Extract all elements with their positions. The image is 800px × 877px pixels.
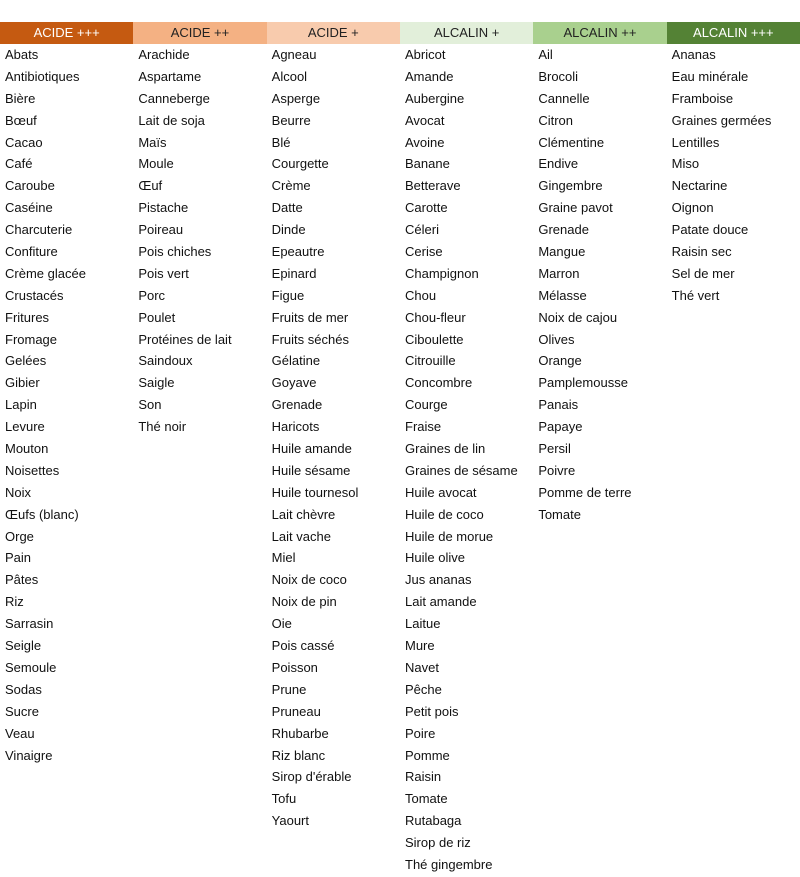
column-acide-plus	[267, 22, 400, 832]
food-item: Patate douce	[671, 222, 749, 238]
food-item: Yaourt	[271, 813, 309, 829]
food-item: Aubergine	[405, 90, 465, 106]
column-alcalin-plusplusplus	[667, 22, 800, 307]
food-item: Oie	[271, 616, 292, 632]
food-item: Noix de pin	[271, 594, 337, 610]
food-item: Mélasse	[538, 287, 587, 303]
food-item: Nectarine	[671, 178, 728, 194]
food-item: Concombre	[405, 375, 473, 391]
food-item: Fruits séchés	[271, 331, 349, 347]
food-item: Protéines de lait	[138, 331, 232, 347]
food-item: Brocoli	[538, 68, 579, 84]
food-item: Miso	[671, 156, 700, 172]
column-header: ALCALIN +++	[667, 22, 800, 44]
food-item: Papaye	[538, 419, 583, 435]
food-item: Mure	[405, 638, 435, 654]
food-item: Sarrasin	[5, 616, 54, 632]
food-item: Crème glacée	[5, 265, 86, 281]
food-item: Orange	[538, 353, 582, 369]
food-item: Rhubarbe	[271, 725, 329, 741]
food-item: Graines de sésame	[405, 462, 518, 478]
food-item: Agneau	[271, 47, 317, 62]
food-item: Oignon	[671, 200, 714, 216]
food-item: Blé	[271, 134, 291, 150]
food-item: Crustacés	[5, 287, 64, 303]
food-item: Graines de lin	[405, 441, 486, 457]
food-list	[533, 44, 666, 526]
food-item: Riz blanc	[271, 747, 326, 763]
food-item: Huile olive	[405, 550, 465, 566]
food-item: Cerise	[405, 244, 443, 260]
food-item: Huile sésame	[271, 462, 351, 478]
food-item: Endive	[538, 156, 579, 172]
food-item: Clémentine	[538, 134, 605, 150]
food-item: Noix de coco	[271, 572, 347, 588]
food-item: Grenade	[538, 222, 589, 238]
food-item: Thé vert	[671, 287, 720, 303]
food-item: Courge	[405, 397, 448, 413]
food-item: Tomate	[538, 506, 581, 522]
food-item: Beurre	[271, 112, 311, 128]
food-list	[400, 44, 533, 876]
column-header: ACIDE +	[267, 22, 400, 44]
food-item: Haricots	[271, 419, 320, 435]
food-item: Lait vache	[271, 528, 331, 544]
food-item: Sirop d'érable	[271, 769, 352, 785]
food-item: Veau	[5, 725, 35, 741]
food-item: Chou	[405, 287, 437, 303]
food-item: Thé gingembre	[405, 856, 493, 872]
food-item: Pomme	[405, 747, 450, 763]
food-item: Lait chèvre	[271, 506, 336, 522]
food-item: Bière	[5, 90, 36, 106]
food-item: Sucre	[5, 703, 39, 719]
food-item: Lapin	[5, 397, 37, 413]
food-item: Sodas	[5, 681, 42, 697]
food-item: Courgette	[271, 156, 329, 172]
food-item: Fritures	[5, 309, 50, 325]
food-item: Bœuf	[5, 112, 37, 128]
food-item: Alcool	[271, 68, 308, 84]
food-item: Tofu	[271, 791, 297, 807]
food-item: Canneberge	[138, 90, 210, 106]
food-item: Dinde	[271, 222, 306, 238]
food-item: Navet	[405, 659, 439, 675]
column-header: ACIDE +++	[0, 22, 133, 44]
food-item: Pâtes	[5, 572, 39, 588]
food-item: Figue	[271, 287, 305, 303]
food-item: Noisettes	[5, 462, 60, 478]
food-list	[0, 44, 133, 766]
food-item: Ail	[538, 47, 553, 62]
food-item: Abricot	[405, 47, 446, 62]
food-item: Pois chiches	[138, 244, 212, 260]
food-item: Noix de cajou	[538, 309, 618, 325]
column-header: ALCALIN ++	[533, 22, 666, 44]
food-item: Confiture	[5, 244, 58, 260]
food-item: Pomme de terre	[538, 484, 632, 500]
food-list	[667, 44, 800, 307]
food-item: Citrouille	[405, 353, 456, 369]
food-item: Poulet	[138, 309, 176, 325]
food-item: Olives	[538, 331, 575, 347]
food-item: Levure	[5, 419, 45, 435]
food-item: Cannelle	[538, 90, 590, 106]
food-item: Fromage	[5, 331, 58, 347]
food-item: Orge	[5, 528, 34, 544]
column-header: ALCALIN +	[400, 22, 533, 44]
food-item: Avoine	[405, 134, 445, 150]
food-list	[267, 44, 400, 832]
food-item: Poivre	[538, 462, 576, 478]
food-item: Ciboulette	[405, 331, 464, 347]
column-alcalin-plus	[400, 22, 533, 876]
food-item: Huile de coco	[405, 506, 484, 522]
food-item: Fraise	[405, 419, 442, 435]
food-item: Maïs	[138, 134, 167, 150]
food-item: Charcuterie	[5, 222, 73, 238]
food-item: Mouton	[5, 441, 49, 457]
column-acide-plusplusplus	[0, 22, 133, 766]
food-item: Café	[5, 156, 33, 172]
food-item: Céleri	[405, 222, 439, 238]
food-item: Cacao	[5, 134, 43, 150]
food-item: Graine pavot	[538, 200, 613, 216]
food-item: Epinard	[271, 265, 317, 281]
food-item: Fruits de mer	[271, 309, 349, 325]
food-item: Pois cassé	[271, 638, 335, 654]
food-item: Gibier	[5, 375, 40, 391]
food-item: Poireau	[138, 222, 184, 238]
food-item: Aspartame	[138, 68, 202, 84]
food-item: Pêche	[405, 681, 442, 697]
food-item: Caroube	[5, 178, 55, 194]
food-item: Asperge	[271, 90, 321, 106]
food-item: Persil	[538, 441, 571, 457]
food-item: Semoule	[5, 659, 57, 675]
food-item: Moule	[138, 156, 174, 172]
food-item: Raisin	[405, 769, 442, 785]
food-item: Pain	[5, 550, 32, 566]
food-item: Son	[138, 397, 162, 413]
food-item: Gingembre	[538, 178, 603, 194]
food-item: Poisson	[271, 659, 318, 675]
food-item: Pistache	[138, 200, 189, 216]
food-item: Jus ananas	[405, 572, 472, 588]
column-acide-plusplus	[133, 22, 266, 438]
food-item: Pois vert	[138, 265, 189, 281]
column-alcalin-plusplus	[533, 22, 666, 526]
food-item: Laitue	[405, 616, 441, 632]
food-item: Tomate	[405, 791, 448, 807]
food-item: Arachide	[138, 47, 190, 62]
food-item: Graines germées	[671, 112, 772, 128]
food-item: Saigle	[138, 375, 175, 391]
food-item: Citron	[538, 112, 574, 128]
food-item: Antibiotiques	[5, 68, 80, 84]
food-list	[133, 44, 266, 438]
food-item: Gelées	[5, 353, 47, 369]
food-item: Chou-fleur	[405, 309, 466, 325]
food-item: Huile tournesol	[271, 484, 359, 500]
food-item: Goyave	[271, 375, 317, 391]
food-item: Banane	[405, 156, 450, 172]
food-item: Abats	[5, 47, 39, 62]
food-item: Riz	[5, 594, 24, 610]
food-item: Pruneau	[271, 703, 321, 719]
food-item: Marron	[538, 265, 580, 281]
food-item: Prune	[271, 681, 307, 697]
food-item: Amande	[405, 68, 454, 84]
food-item: Poire	[405, 725, 436, 741]
food-item: Huile avocat	[405, 484, 477, 500]
food-item: Huile amande	[271, 441, 352, 457]
food-item: Grenade	[271, 397, 323, 413]
food-item: Datte	[271, 200, 303, 216]
food-item: Porc	[138, 287, 166, 303]
food-item: Raisin sec	[671, 244, 732, 260]
food-item: Lait amande	[405, 594, 477, 610]
food-item: Thé noir	[138, 419, 187, 435]
food-acidity-table	[0, 22, 800, 877]
food-item: Mangue	[538, 244, 586, 260]
food-item: Gélatine	[271, 353, 321, 369]
food-item: Petit pois	[405, 703, 459, 719]
food-item: Eau minérale	[671, 68, 749, 84]
food-item: Sirop de riz	[405, 835, 471, 851]
food-item: Framboise	[671, 90, 734, 106]
food-item: Carotte	[405, 200, 448, 216]
food-item: Sel de mer	[671, 265, 735, 281]
food-item: Avocat	[405, 112, 445, 128]
food-item: Œuf	[138, 178, 163, 194]
food-item: Vinaigre	[5, 747, 53, 763]
food-item: Œufs (blanc)	[5, 506, 79, 522]
food-item: Rutabaga	[405, 813, 462, 829]
food-item: Caséine	[5, 200, 53, 216]
food-item: Huile de morue	[405, 528, 494, 544]
food-item: Champignon	[405, 265, 479, 281]
food-item: Noix	[5, 484, 32, 500]
food-item: Saindoux	[138, 353, 193, 369]
food-item: Lait de soja	[138, 112, 205, 128]
food-item: Lentilles	[671, 134, 720, 150]
food-item: Pamplemousse	[538, 375, 628, 391]
food-item: Ananas	[671, 47, 716, 62]
food-item: Miel	[271, 550, 296, 566]
food-item: Panais	[538, 397, 579, 413]
food-item: Epeautre	[271, 244, 325, 260]
food-item: Crème	[271, 178, 311, 194]
food-item: Seigle	[5, 638, 42, 654]
food-item: Betterave	[405, 178, 461, 194]
column-header: ACIDE ++	[133, 22, 266, 44]
